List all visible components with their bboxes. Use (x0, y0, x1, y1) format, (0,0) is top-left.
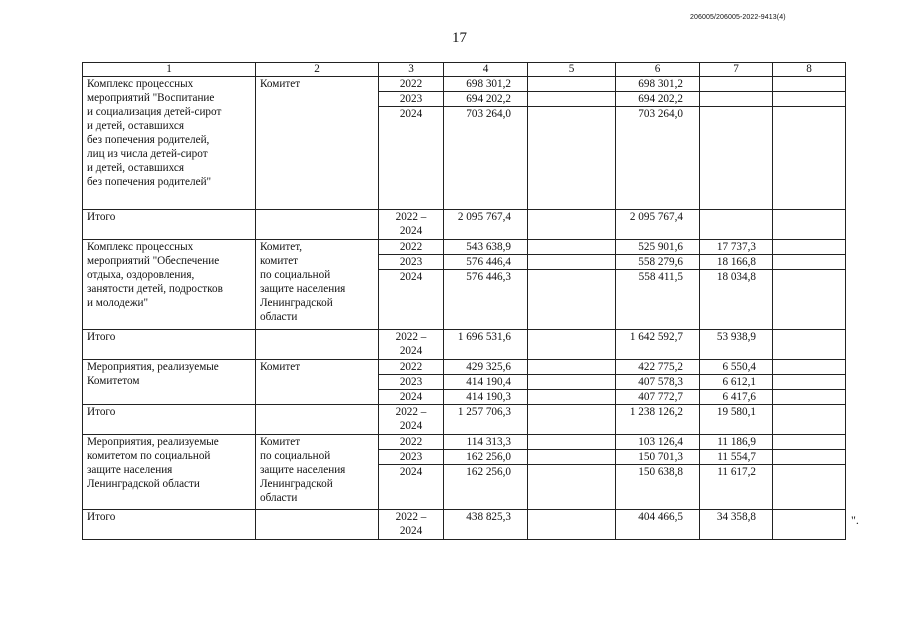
total-other-cell (773, 510, 846, 540)
total-period-cell: 2022 – 2024 (379, 510, 444, 540)
amount-other-cell (773, 465, 846, 510)
amount-federal-cell (528, 77, 616, 92)
amount-local-cell: 6 612,1 (700, 375, 773, 390)
total-regional-cell: 1 238 126,2 (616, 405, 700, 435)
total-period-cell: 2022 – 2024 (379, 210, 444, 240)
amount-other-cell (773, 375, 846, 390)
amount-total-cell: 114 313,3 (444, 435, 528, 450)
executor-name: Комитет (256, 360, 379, 405)
amount-total-cell: 576 446,4 (444, 255, 528, 270)
amount-other-cell (773, 270, 846, 330)
amount-regional-cell: 703 264,0 (616, 107, 700, 210)
amount-local-cell: 6 417,6 (700, 390, 773, 405)
amount-total-cell: 414 190,4 (444, 375, 528, 390)
amount-total-cell: 703 264,0 (444, 107, 528, 210)
amount-other-cell (773, 107, 846, 210)
year-cell: 2024 (379, 107, 444, 210)
year-cell: 2023 (379, 450, 444, 465)
amount-regional-cell: 698 301,2 (616, 77, 700, 92)
column-number: 5 (528, 63, 616, 77)
page-number: 17 (452, 30, 467, 46)
amount-regional-cell: 150 701,3 (616, 450, 700, 465)
amount-other-cell (773, 77, 846, 92)
amount-local-cell: 11 617,2 (700, 465, 773, 510)
year-row (83, 77, 846, 92)
total-federal-cell (528, 210, 616, 240)
amount-total-cell: 414 190,3 (444, 390, 528, 405)
total-row (83, 330, 846, 360)
amount-total-cell: 698 301,2 (444, 77, 528, 92)
column-number: 6 (616, 63, 700, 77)
amount-federal-cell (528, 465, 616, 510)
column-number: 2 (256, 63, 379, 77)
year-cell: 2022 (379, 435, 444, 450)
year-row (83, 435, 846, 450)
total-executor-cell (256, 405, 379, 435)
total-label: Итого (83, 405, 256, 435)
amount-federal-cell (528, 92, 616, 107)
closing-quote-mark: ". (851, 513, 859, 527)
amount-regional-cell: 558 279,6 (616, 255, 700, 270)
total-executor-cell (256, 510, 379, 540)
column-number: 3 (379, 63, 444, 77)
amount-total-cell: 429 325,6 (444, 360, 528, 375)
amount-other-cell (773, 92, 846, 107)
year-cell: 2023 (379, 92, 444, 107)
year-cell: 2023 (379, 255, 444, 270)
amount-other-cell (773, 240, 846, 255)
total-regional-cell: 404 466,5 (616, 510, 700, 540)
amount-regional-cell: 558 411,5 (616, 270, 700, 330)
amount-local-cell: 18 034,8 (700, 270, 773, 330)
amount-total-cell: 694 202,2 (444, 92, 528, 107)
total-executor-cell (256, 330, 379, 360)
year-cell: 2024 (379, 465, 444, 510)
year-cell: 2023 (379, 375, 444, 390)
amount-other-cell (773, 435, 846, 450)
amount-federal-cell (528, 360, 616, 375)
total-other-cell (773, 405, 846, 435)
total-local-cell: 53 938,9 (700, 330, 773, 360)
year-cell: 2022 (379, 360, 444, 375)
amount-federal-cell (528, 450, 616, 465)
total-other-cell (773, 330, 846, 360)
total-label: Итого (83, 510, 256, 540)
amount-local-cell: 17 737,3 (700, 240, 773, 255)
total-amount-cell: 438 825,3 (444, 510, 528, 540)
column-number: 4 (444, 63, 528, 77)
total-executor-cell (256, 210, 379, 240)
amount-regional-cell: 407 772,7 (616, 390, 700, 405)
amount-other-cell (773, 255, 846, 270)
amount-regional-cell: 422 775,2 (616, 360, 700, 375)
amount-regional-cell: 525 901,6 (616, 240, 700, 255)
amount-local-cell: 11 554,7 (700, 450, 773, 465)
total-row (83, 405, 846, 435)
amount-federal-cell (528, 107, 616, 210)
total-label: Итого (83, 330, 256, 360)
amount-federal-cell (528, 375, 616, 390)
year-cell: 2024 (379, 390, 444, 405)
total-row (83, 510, 846, 540)
total-regional-cell: 1 642 592,7 (616, 330, 700, 360)
column-number: 7 (700, 63, 773, 77)
amount-other-cell (773, 450, 846, 465)
amount-local-cell (700, 77, 773, 92)
activity-name: Мероприятия, реализуемые Комитетом (83, 360, 256, 405)
year-cell: 2022 (379, 240, 444, 255)
total-local-cell: 19 580,1 (700, 405, 773, 435)
amount-other-cell (773, 360, 846, 375)
amount-local-cell (700, 107, 773, 210)
total-period-cell: 2022 – 2024 (379, 405, 444, 435)
activity-name: Мероприятия, реализуемые комитетом по социальной защите населения Ленинградской области (83, 435, 256, 510)
year-row (83, 360, 846, 375)
total-local-cell (700, 210, 773, 240)
amount-federal-cell (528, 240, 616, 255)
amount-total-cell: 543 638,9 (444, 240, 528, 255)
total-period-cell: 2022 – 2024 (379, 330, 444, 360)
total-amount-cell: 1 696 531,6 (444, 330, 528, 360)
amount-total-cell: 576 446,3 (444, 270, 528, 330)
amount-federal-cell (528, 435, 616, 450)
total-other-cell (773, 210, 846, 240)
amount-total-cell: 162 256,0 (444, 465, 528, 510)
amount-local-cell (700, 92, 773, 107)
total-label: Итого (83, 210, 256, 240)
amount-total-cell: 162 256,0 (444, 450, 528, 465)
amount-other-cell (773, 390, 846, 405)
year-row (83, 240, 846, 255)
column-number-row (83, 63, 846, 77)
amount-local-cell: 18 166,8 (700, 255, 773, 270)
column-number: 1 (83, 63, 256, 77)
column-number: 8 (773, 63, 846, 77)
total-federal-cell (528, 330, 616, 360)
amount-regional-cell: 694 202,2 (616, 92, 700, 107)
amount-federal-cell (528, 255, 616, 270)
year-cell: 2022 (379, 77, 444, 92)
amount-federal-cell (528, 390, 616, 405)
total-federal-cell (528, 405, 616, 435)
amount-federal-cell (528, 270, 616, 330)
amount-regional-cell: 407 578,3 (616, 375, 700, 390)
executor-name: Комитет по социальной защите населения Ленинградской области (256, 435, 379, 510)
executor-name: Комитет (256, 77, 379, 210)
year-cell: 2024 (379, 270, 444, 330)
activity-name: Комплекс процессных мероприятий "Обеспечение отдыха, оздоровления, занятости детей, подростков и молодежи" (83, 240, 256, 330)
total-regional-cell: 2 095 767,4 (616, 210, 700, 240)
document-id: 206005/206005-2022-9413(4) (690, 14, 786, 21)
total-amount-cell: 2 095 767,4 (444, 210, 528, 240)
total-federal-cell (528, 510, 616, 540)
total-local-cell: 34 358,8 (700, 510, 773, 540)
budget-table (82, 62, 846, 540)
amount-local-cell: 11 186,9 (700, 435, 773, 450)
total-amount-cell: 1 257 706,3 (444, 405, 528, 435)
amount-regional-cell: 103 126,4 (616, 435, 700, 450)
amount-regional-cell: 150 638,8 (616, 465, 700, 510)
executor-name: Комитет, комитет по социальной защите населения Ленинградской области (256, 240, 379, 330)
activity-name: Комплекс процессных мероприятий "Воспитание и социализация детей-сирот и детей, оставшихся без попечения родителей, лиц из числа детей-сирот и детей, оставшихся без попечения родителей" (83, 77, 256, 210)
amount-local-cell: 6 550,4 (700, 360, 773, 375)
total-row (83, 210, 846, 240)
